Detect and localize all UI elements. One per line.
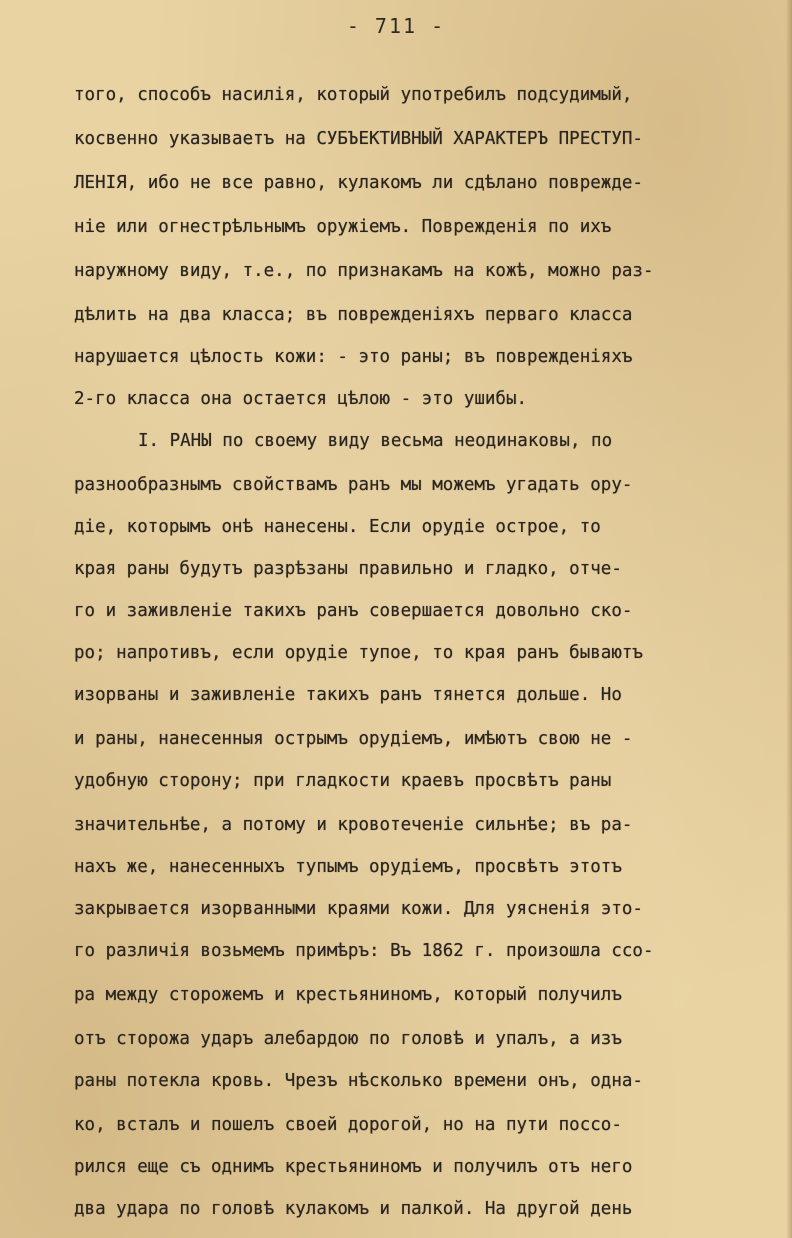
text-line: го различія возьмемъ примѣръ: Въ 1862 г. произошла ссо- [74, 941, 654, 961]
text-line: того, способъ насилія, который употребилъ подсудимый, [74, 85, 633, 105]
text-line: 2-го класса она остается цѣлою - это ушибы. [74, 389, 528, 409]
text-line: ра между сторожемъ и крестьяниномъ, который получилъ [74, 985, 622, 1005]
page-edge-shadow [786, 0, 792, 1238]
text-line: діе, которымъ онѣ нанесены. Если орудіе острое, то [74, 517, 601, 537]
text-line: разнообразнымъ свойствамъ ранъ мы можемъ угадать ору- [74, 475, 633, 495]
text-line: значительнѣе, а потому и кровотеченіе сильнѣе; въ ра- [74, 815, 633, 835]
text-line: и раны, нанесенныя острымъ орудіемъ, имѣютъ свою не - [74, 729, 633, 749]
text-line: края раны будутъ разрѣзаны правильно и гладко, отче- [74, 559, 622, 579]
text-line: ніе или огнестрѣльнымъ оружіемъ. Поврежденія по ихъ [74, 217, 612, 237]
text-line: го и заживленіе такихъ ранъ совершается довольно ско- [74, 601, 633, 621]
text-line: нарушается цѣлость кожи: - это раны; въ поврежденіяхъ [74, 347, 633, 367]
text-line: рился еще съ однимъ крестьяниномъ и получилъ отъ него [74, 1157, 633, 1177]
text-line: отъ сторожа ударъ алебардою по головѣ и упалъ, а изъ [74, 1029, 622, 1049]
page-number: - 711 - [346, 14, 446, 38]
text-line: ко, всталъ и пошелъ своей дорогой, но на пути поссо- [74, 1115, 622, 1135]
text-line: раны потекла кровь. Чрезъ нѣсколько времени онъ, одна- [74, 1071, 643, 1091]
text-line: ЛЕНІЯ, ибо не все равно, кулакомъ ли сдѣлано поврежде- [74, 173, 643, 193]
text-line: наружному виду, т.е., по признакамъ на кожѣ, можно раз- [74, 261, 654, 281]
text-line: косвенно указываетъ на СУБЪЕКТИВНЫЙ ХАРАКТЕРЪ ПРЕСТУП- [74, 129, 643, 149]
text-line: закрывается изорванными краями кожи. Для уясненія это- [74, 899, 643, 919]
text-line: удобную сторону; при гладкости краевъ просвѣтъ раны [74, 771, 612, 791]
text-line: нахъ же, нанесенныхъ тупымъ орудіемъ, просвѣтъ этотъ [74, 857, 622, 877]
text-line: дѣлить на два класса; въ поврежденіяхъ перваго класса [74, 305, 633, 325]
text-line: ро; напротивъ, если орудіе тупое, то края ранъ бываютъ [74, 643, 643, 663]
text-line: изорваны и заживленіе такихъ ранъ тянется дольше. Но [74, 685, 622, 705]
text-line: два удара по головѣ кулакомъ и палкой. На другой день [74, 1199, 633, 1219]
paragraph-start-line: I. РАНЫ по своему виду весьма неодинаковы, по [138, 431, 613, 451]
